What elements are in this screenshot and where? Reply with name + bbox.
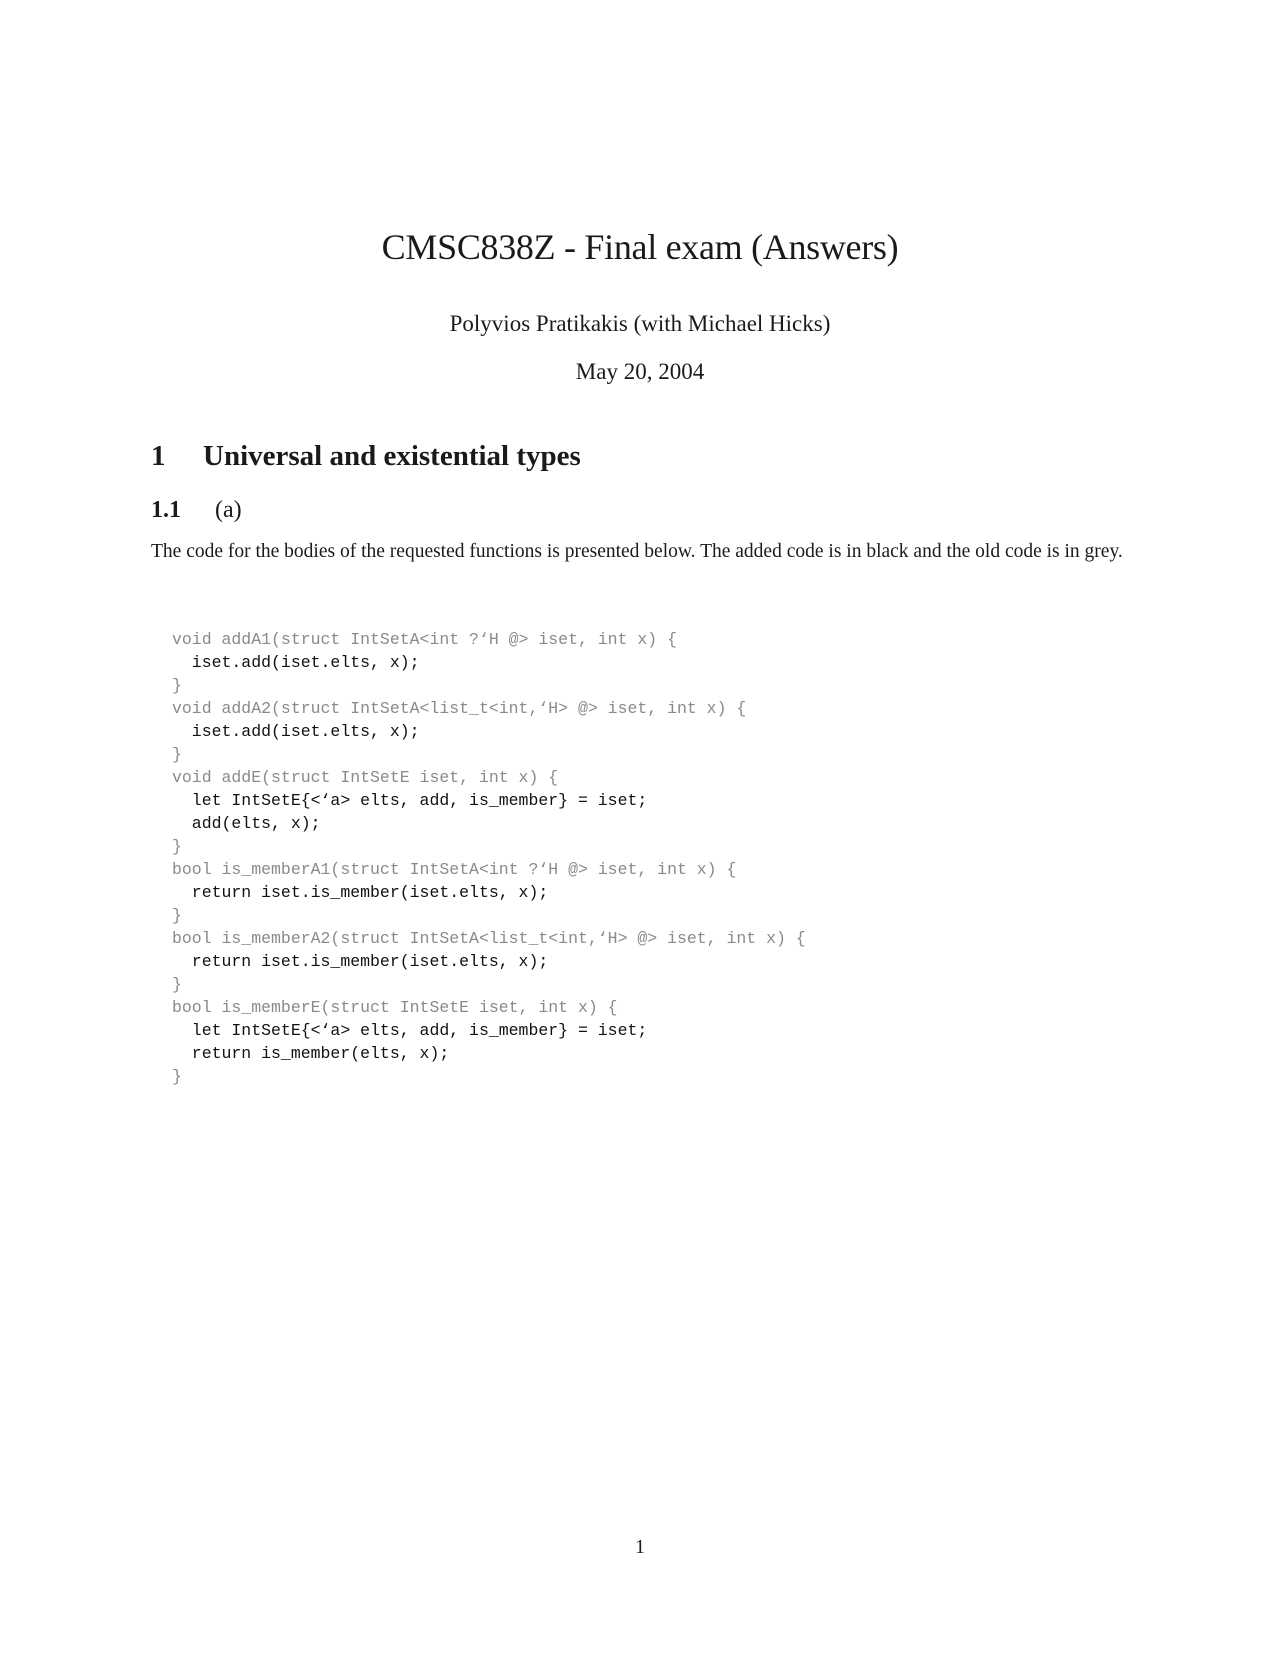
- code-line: }: [172, 745, 182, 764]
- section-heading: [151, 440, 581, 473]
- code-line: bool is_memberE(struct IntSetE iset, int x) {: [172, 998, 618, 1017]
- code-line: }: [172, 975, 182, 994]
- code-line: let IntSetE{<‘a> elts, add, is_member} = iset;: [172, 1021, 648, 1040]
- code-line: bool is_memberA2(struct IntSetA<list_t<int,‘H> @> iset, int x) {: [172, 929, 806, 948]
- subsection-number: 1.1: [151, 497, 181, 523]
- code-line: add(elts, x);: [172, 814, 321, 833]
- code-line: void addA1(struct IntSetA<int ?‘H @> iset, int x) {: [172, 630, 677, 649]
- section-number: 1: [151, 440, 166, 472]
- page-number: 1: [635, 1536, 645, 1558]
- subsection-title: (a): [215, 497, 242, 523]
- code-line: }: [172, 676, 182, 695]
- body-paragraph: The code for the bodies of the requested functions is presented below. The added code is in black and the old code is in grey.: [151, 541, 1123, 562]
- document-author: Polyvios Pratikakis (with Michael Hicks): [449, 311, 831, 336]
- subsection-heading: [151, 497, 242, 524]
- code-line: }: [172, 906, 182, 925]
- code-line: }: [172, 837, 182, 856]
- code-line: void addA2(struct IntSetA<list_t<int,‘H> @> iset, int x) {: [172, 699, 747, 718]
- code-line: iset.add(iset.elts, x);: [172, 722, 420, 741]
- code-line: return is_member(elts, x);: [172, 1044, 450, 1063]
- document-title: CMSC838Z - Final exam (Answers): [381, 227, 899, 267]
- code-line: return iset.is_member(iset.elts, x);: [172, 952, 549, 971]
- code-listing: [172, 628, 806, 1088]
- code-line: }: [172, 1067, 182, 1086]
- code-line: return iset.is_member(iset.elts, x);: [172, 883, 549, 902]
- document-date: May 20, 2004: [575, 359, 705, 384]
- code-line: iset.add(iset.elts, x);: [172, 653, 420, 672]
- code-line: void addE(struct IntSetE iset, int x) {: [172, 768, 559, 787]
- code-line: bool is_memberA1(struct IntSetA<int ?‘H @> iset, int x) {: [172, 860, 737, 879]
- code-line: let IntSetE{<‘a> elts, add, is_member} = iset;: [172, 791, 648, 810]
- section-title: Universal and existential types: [203, 440, 581, 472]
